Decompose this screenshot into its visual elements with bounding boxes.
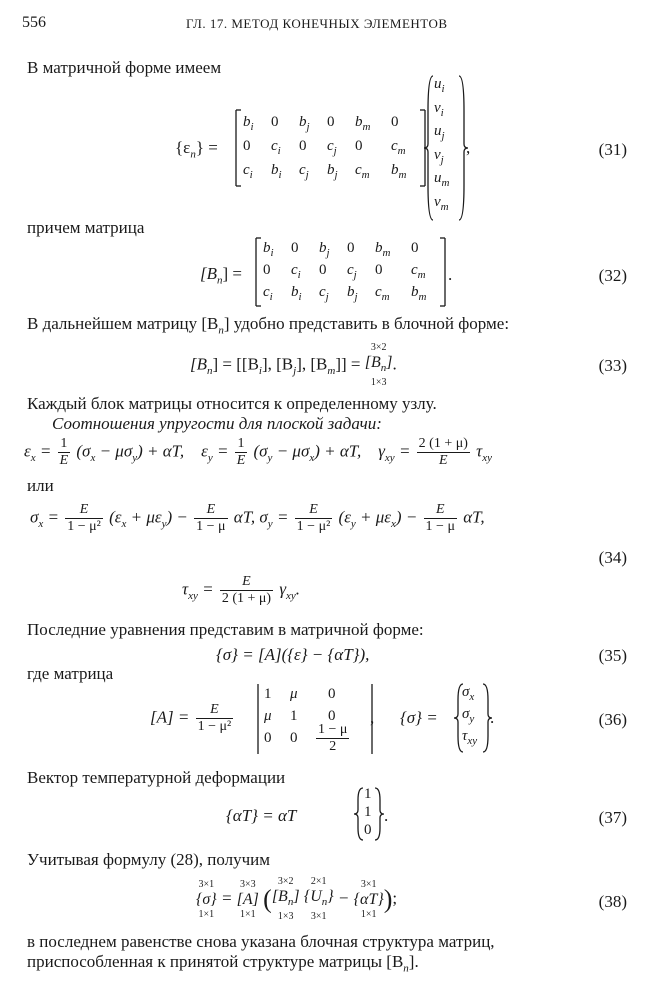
eq36-matrix-A [256,682,374,756]
eq36-dot: . [490,708,495,727]
paragraph-4: Каждый блок матрицы относится к определенному узлу. [27,394,437,413]
eq32-matrix-B [253,236,448,308]
matrix-B-entry: $c_m$ [391,138,406,157]
matrix-B-entry: $b_j$ [299,114,310,133]
matrix-B-entry: 0 [355,138,363,154]
eq35-number: (35) [598,646,627,665]
matrix-A-entry: 0 [328,686,336,702]
vector-u-entry: $u_i$ [434,76,445,95]
eq32-lhs: $[B_n]$ = [200,264,242,287]
eq31-number: (31) [598,140,627,159]
paragraph-11: в последнем равенстве снова указана блочная структура матриц, [27,932,495,951]
matrix-B-entry: 0 [327,114,335,130]
matrix-A-entry: 0 [290,730,298,746]
eq38-number: (38) [598,892,627,911]
paragraph-3: В дальнейшем матрицу $[B_n]$ удобно представить в блочной форме: [27,314,510,337]
matrix-B-entry: 0 [243,138,251,154]
vector-sigma-entry: $\sigma_y$ [462,706,475,725]
matrix-B-entry: $b_i$ [271,162,282,181]
vector-u-entry: $u_j$ [434,123,445,142]
matrix-B-entry: $b_j$ [319,240,330,259]
vector-sigma-entry: $\sigma_x$ [462,684,475,703]
vector-u-entry: $v_j$ [434,146,444,166]
matrix-B-entry: $c_j$ [327,138,337,157]
eq34-number: (34) [598,548,627,567]
matrix-A-entry: 0 [328,708,336,724]
matrix-B-entry: $b_m$ [355,114,371,133]
matrix-B-entry: 0 [375,262,383,278]
eq37-lhs: {αT} = αT [226,806,297,825]
eq37-vector [352,786,384,842]
matrix-B-entry: $c_i$ [263,284,273,303]
eq35: {σ} = [A]({ε} − {αT}), [216,645,370,664]
matrix-B-entry: $c_m$ [375,284,390,303]
matrix-B-entry: $c_j$ [299,162,309,181]
running-title: ГЛ. 17. МЕТОД КОНЕЧНЫХ ЭЛЕМЕНТОВ [186,16,448,31]
matrix-A-entry: 1 [290,708,298,724]
eq31-matrix-B [233,108,428,188]
paragraph-7: Последние уравнения представим в матричной форме: [27,620,424,639]
matrix-B-entry: 0 [391,114,399,130]
paragraph-1: В матричной форме имеем [27,58,222,77]
eq38: 3×1 {σ} 1×1 = 3×3 [A] 1×1 ( 3×2 $[B_n]$ 1×3 2×1 $\{U_n\}$ 3×1 − 3×1 {αT} 1×1 ); [196,876,398,923]
matrix-B-entry: $b_i$ [243,114,254,133]
matrix-B-entry: $c_m$ [411,262,426,281]
eq32-number: (32) [598,266,627,285]
matrix-B-entry: $b_m$ [391,162,407,181]
vector-sigma-entry: $\tau_{xy}$ [462,728,478,747]
eq-epsilon-relations: $\varepsilon_x$ = $\frac{1}{E}$ $(\sigma_x - \mu\sigma_y) + \alpha T$, $\varepsilon_y$ = $\frac{1}{E}$ $(\sigma_y - \mu\sigma_x) + \alpha T$, $\gamma_{xy}$ = $\frac{2 (1 + \mu)}{E}$ $\tau_{xy}$ [24,436,493,468]
paragraph-8: где матрица [27,664,114,683]
matrix-A-entry: μ [264,708,272,724]
eq36-comma: , [370,708,375,727]
paragraph-5: Соотношения упругости для плоской задачи: [52,414,382,433]
eq31-comma: , [466,138,471,157]
matrix-B-entry: 0 [319,262,327,278]
matrix-B-entry: 0 [291,240,299,256]
paragraph-12: приспособленная к принятой структуре матрицы $[B_n]$. [27,952,419,975]
matrix-A-entry: 1 [264,686,272,702]
vector-alphaT-entry: 0 [364,822,372,838]
eq36-number: (36) [598,710,627,729]
matrix-B-entry: $c_i$ [271,138,281,157]
eq31-lhs: $\{\varepsilon_n\}$ = [175,138,218,161]
eq36-sigma-vector [452,682,495,754]
matrix-B-entry: 0 [347,240,355,256]
page-number: 556 [22,14,46,31]
matrix-B-entry: $c_i$ [243,162,253,181]
eq-tau-relation: $\tau_{xy}$ = $\frac{E}{2 (1 + \mu)}$ $\gamma_{xy}$. [182,574,301,606]
vector-alphaT-entry: 1 [364,786,372,802]
matrix-B-entry: 0 [263,262,271,278]
eq37-number: (37) [598,808,627,827]
matrix-B-entry: $c_j$ [347,262,357,281]
vector-u-entry: $v_m$ [434,193,449,213]
matrix-B-entry: 0 [411,240,419,256]
vector-u-entry: $v_i$ [434,99,444,119]
matrix-B-entry: $b_j$ [327,162,338,181]
eq32-dot: . [448,265,453,284]
eq-sigma-relations: $\sigma_x$ = $\frac{E}{\text{1 − μ²}}$ $(\varepsilon_x + \mu\varepsilon_y)$ − $\frac{E}{1 - \mu}$ αT, $\sigma_y$ = $\frac{E}{\text{1 − μ²}}$ $(\varepsilon_y + \mu\varepsilon_x)$ − $\frac{E}{1 - \mu}$ αT, [30,502,485,534]
eq33-number: (33) [598,356,627,375]
matrix-B-entry: $c_i$ [291,262,301,281]
matrix-B-entry: $b_i$ [263,240,274,259]
paragraph-9: Вектор температурной деформации [27,768,286,787]
matrix-A-entry: 0 [264,730,272,746]
paragraph-6: или [27,476,54,495]
matrix-B-entry: $c_j$ [319,284,329,303]
eq33: $[B_n] = [[B_i]$, $[B_j]$, $[B_m]$] = 3×2 $[B_n]$ 1×3 . [190,342,397,389]
matrix-B-entry: $b_m$ [411,284,427,303]
matrix-B-entry: $b_j$ [347,284,358,303]
matrix-B-entry: 0 [299,138,307,154]
paragraph-2: причем матрица [27,218,145,237]
matrix-B-entry: $b_i$ [291,284,302,303]
eq37-dot: . [384,806,389,825]
vector-alphaT-entry: 1 [364,804,372,820]
vector-u-entry: $u_m$ [434,170,450,189]
eq36-lhs: [A] = $\frac{E}{\text{1 − μ²}}$ [150,702,232,734]
eq36-sigma-label: {σ} = [400,708,438,727]
matrix-A-fraction: $\frac{1 - \mu}{2}$ [318,722,348,754]
matrix-B-entry: $b_m$ [375,240,391,259]
matrix-B-entry: 0 [271,114,279,130]
matrix-A-entry: μ [290,686,298,702]
matrix-B-entry: $c_m$ [355,162,370,181]
paragraph-10: Учитывая формулу (28), получим [27,850,271,869]
eq31-vector-u [422,74,470,222]
